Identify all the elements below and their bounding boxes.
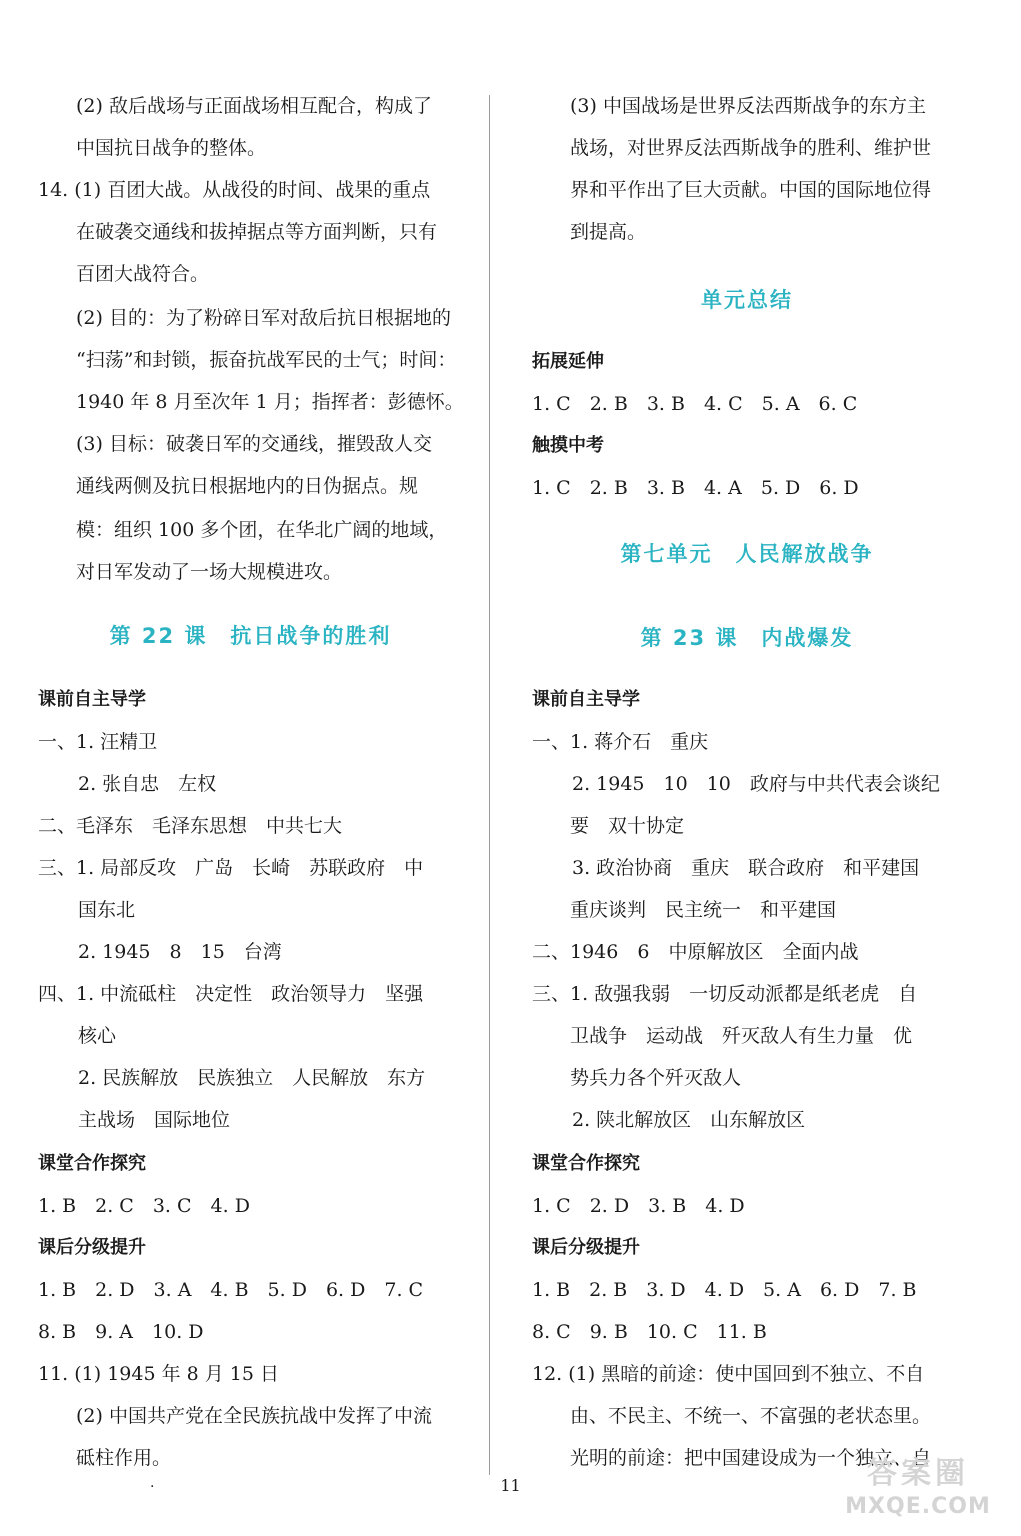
text-line: 1. B 2. D 3. A 4. B 5. D 6. D 7. C [38, 1279, 424, 1301]
text-line: 1. C 2. D 3. B 4. D [532, 1195, 745, 1217]
text-line: 二、1946 6 中原解放区 全面内战 [532, 941, 859, 963]
section-title: 课前自主导学 [38, 689, 146, 710]
watermark-url: MXQE.COM [845, 1494, 991, 1519]
text-line: 11. (1) 1945 年 8 月 15 日 [38, 1363, 280, 1385]
text-line: 1. C 2. B 3. B 4. A 5. D 6. D [532, 477, 859, 499]
stray-mark: . [150, 1475, 155, 1491]
text-line: 2. 民族解放 民族独立 人民解放 东方 [78, 1067, 426, 1089]
text-line: 中国抗日战争的整体。 [76, 137, 267, 159]
section-title: 课后分级提升 [38, 1237, 146, 1258]
text-line: 8. C 9. B 10. C 11. B [532, 1321, 767, 1343]
text-line: (2) 目的：为了粉碎日军对敌后抗日根据地的 [76, 307, 451, 329]
text-line: 四、1. 中流砥柱 决定性 政治领导力 坚强 [38, 983, 424, 1005]
text-line: 三、1. 敌强我弱 一切反动派都是纸老虎 自 [532, 983, 918, 1005]
text-line: 2. 1945 10 10 政府与中共代表会谈纪 [572, 773, 940, 795]
text-line: 14. (1) 百团大战。从战役的时间、战果的重点 [38, 179, 431, 201]
text-line: 战场，对世界反法西斯战争的胜利、维护世 [570, 137, 932, 159]
text-line: 对日军发动了一场大规模进攻。 [76, 561, 343, 583]
page-number: 11 [500, 1476, 521, 1495]
text-line: 百团大战符合。 [76, 263, 210, 285]
section-title: 课前自主导学 [532, 689, 640, 710]
text-line: (2) 中国共产党在全民族抗战中发挥了中流 [76, 1405, 432, 1427]
text-line: 界和平作出了巨大贡献。中国的国际地位得 [570, 179, 932, 201]
text-line: 由、不民主、不统一、不富强的老状态里。 [570, 1405, 932, 1427]
column-divider [489, 95, 490, 1475]
text-line: 一、1. 汪精卫 [38, 731, 158, 753]
lesson-heading: 第 23 课 内战爆发 [640, 626, 854, 650]
text-line: 8. B 9. A 10. D [38, 1321, 204, 1343]
text-line: 3. 政治协商 重庆 联合政府 和平建国 [572, 857, 920, 879]
text-line: “扫荡”和封锁，振奋抗战军民的士气；时间： [76, 349, 457, 371]
text-line: 2. 陕北解放区 山东解放区 [572, 1109, 806, 1131]
text-line: 二、毛泽东 毛泽东思想 中共七大 [38, 815, 343, 837]
section-title: 课堂合作探究 [532, 1153, 640, 1174]
text-line: 重庆谈判 民主统一 和平建国 [570, 899, 837, 921]
text-line: (3) 目标：破袭日军的交通线，摧毁敌人交 [76, 433, 432, 455]
text-line: 2. 1945 8 15 台湾 [78, 941, 282, 963]
text-line: 在破袭交通线和拔掉据点等方面判断，只有 [76, 221, 438, 243]
text-line: (3) 中国战场是世界反法西斯战争的东方主 [570, 95, 926, 117]
text-line: 模：组织 100 多个团，在华北广阔的地域， [76, 519, 448, 541]
text-line: 核心 [78, 1025, 117, 1047]
section-title: 拓展延伸 [532, 351, 604, 372]
text-line: 光明的前途：把中国建设成为一个独立、自 [570, 1447, 932, 1469]
text-line: 1. C 2. B 3. B 4. C 5. A 6. C [532, 393, 858, 415]
section-title: 课堂合作探究 [38, 1153, 146, 1174]
lesson-heading: 第 22 课 抗日战争的胜利 [109, 624, 392, 648]
text-line: 三、1. 局部反攻 广岛 长崎 苏联政府 中 [38, 857, 424, 879]
unit-summary-heading: 单元总结 [701, 288, 793, 312]
unit-heading: 第七单元 人民解放战争 [620, 542, 874, 566]
text-line: 卫战争 运动战 歼灭敌人有生力量 优 [570, 1025, 913, 1047]
watermark [829, 1454, 1007, 1528]
text-line: (2) 敌后战场与正面战场相互配合，构成了 [76, 95, 432, 117]
text-line: 要 双十协定 [570, 815, 685, 837]
text-line: 12. (1) 黑暗的前途：使中国回到不独立、不自 [532, 1363, 925, 1385]
text-line: 到提高。 [570, 221, 647, 243]
text-line: 1940 年 8 月至次年 1 月；指挥者：彭德怀。 [76, 391, 464, 413]
section-title: 课后分级提升 [532, 1237, 640, 1258]
text-line: 主战场 国际地位 [78, 1109, 231, 1131]
text-line: 通线两侧及抗日根据地内的日伪据点。规 [76, 475, 419, 497]
text-line: 一、1. 蒋介石 重庆 [532, 731, 709, 753]
text-line: 1. B 2. C 3. C 4. D [38, 1195, 250, 1217]
text-line: 国东北 [78, 899, 136, 921]
section-title: 触摸中考 [532, 435, 604, 456]
text-line: 1. B 2. B 3. D 4. D 5. A 6. D 7. B [532, 1279, 917, 1301]
text-line: 势兵力各个歼灭敌人 [570, 1067, 742, 1089]
text-line: 2. 张自忠 左权 [78, 773, 217, 795]
watermark-logo: 答案圈 [867, 1456, 969, 1491]
text-line: 砥柱作用。 [76, 1447, 172, 1469]
